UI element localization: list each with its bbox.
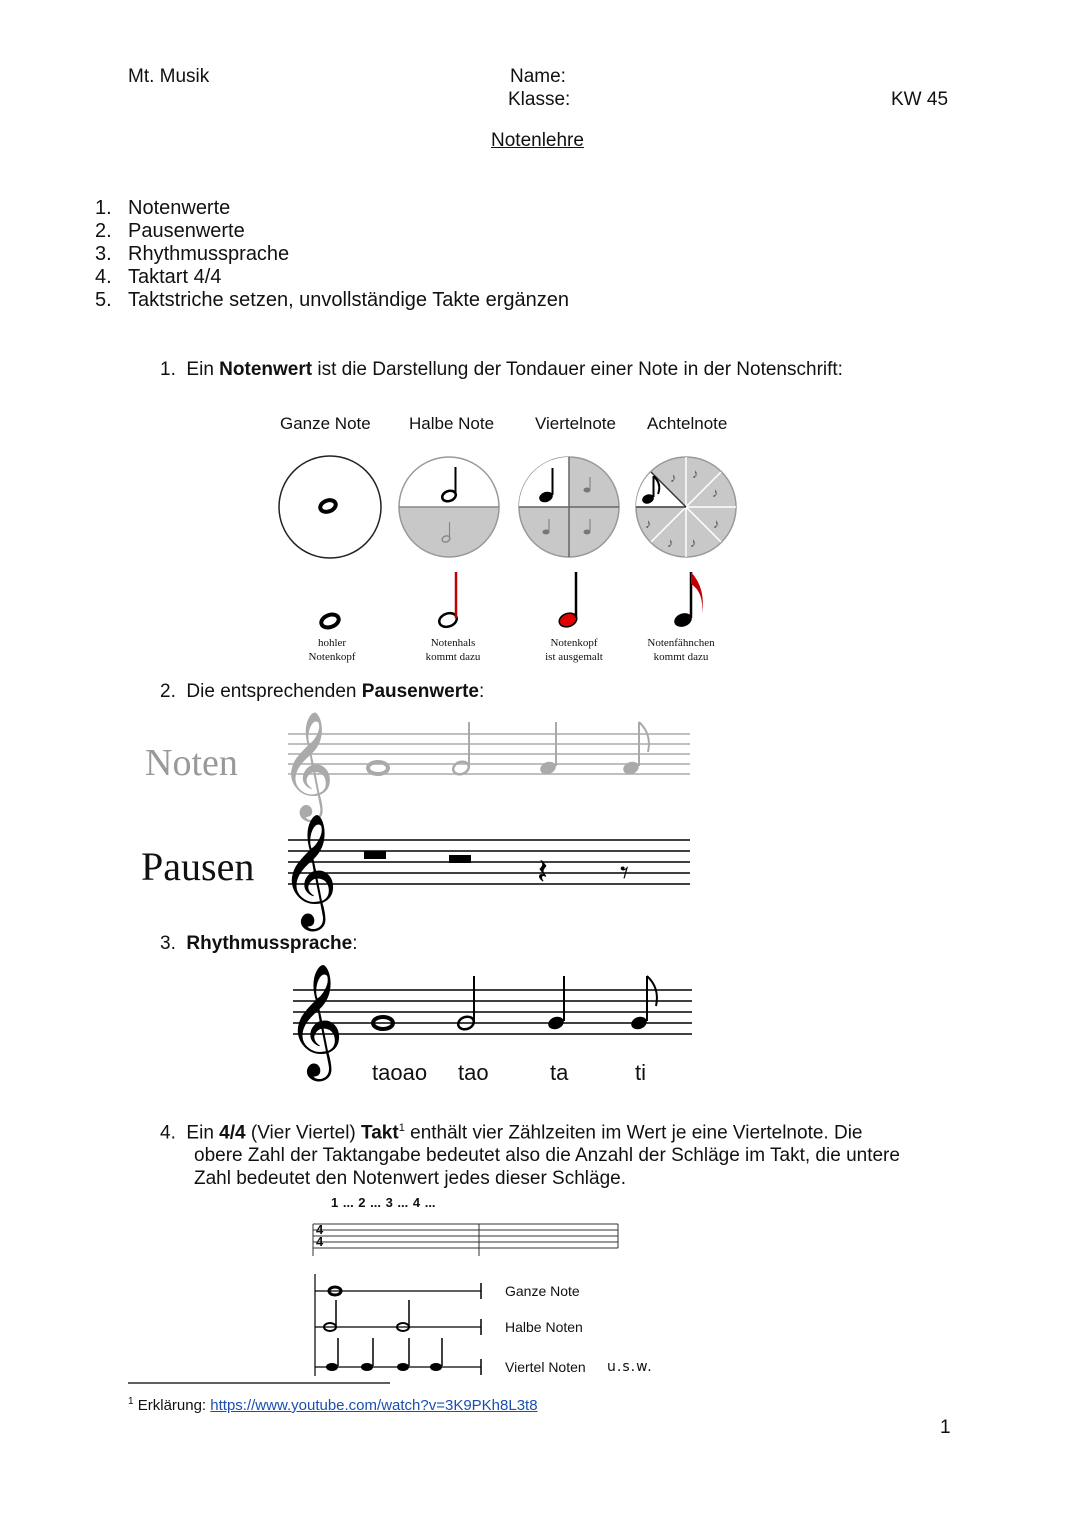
svg-text:♪: ♪	[713, 516, 720, 531]
time-signature: 4 4	[316, 1222, 324, 1249]
note-name-eighth: Achtelnote	[647, 414, 728, 433]
svg-text:𝄾: 𝄾	[620, 853, 630, 893]
caption-half: Notenhals kommt dazu	[425, 637, 481, 663]
svg-text:♪: ♪	[670, 470, 677, 485]
caption-eighth: Notenfähnchen kommt dazu	[647, 637, 715, 663]
note-name-quarter: Viertelnote	[535, 414, 616, 433]
caption-whole: hohler Notenkopf	[308, 637, 356, 663]
svg-text:𝄽: 𝄽	[537, 852, 549, 893]
footnote-link[interactable]: https://www.youtube.com/watch?v=3K9PKh8L3t8	[210, 1397, 538, 1414]
class-label: Klasse:	[508, 89, 571, 110]
note-name-whole: Ganze Note	[280, 414, 371, 433]
row-label-half: Halbe Noten	[505, 1319, 583, 1335]
page-number: 1	[940, 1417, 951, 1438]
name-label: Name:	[510, 66, 566, 87]
note-name-half: Halbe Note	[409, 414, 495, 433]
svg-text:𝄞: 𝄞	[280, 813, 338, 927]
rests-row-label: Pausen	[141, 844, 255, 889]
page-title: Notenlehre	[491, 130, 584, 151]
footnote: $^1$ Erklärung: https://www.youtube.com/watch?v=3K9PKh8L3t8	[128, 1396, 538, 1414]
list-item: 2. Pausenwerte	[95, 220, 245, 242]
svg-text:♪: ♪	[667, 535, 674, 550]
syllable-tao: tao	[458, 1060, 489, 1085]
section2-heading: 2. Die entsprechenden Pausenwerte:	[160, 681, 485, 702]
row-label-whole: Ganze Note	[505, 1283, 580, 1299]
svg-text:♪: ♪	[645, 516, 652, 531]
svg-text:𝄞: 𝄞	[280, 710, 335, 817]
week-label: KW 45	[891, 89, 949, 110]
svg-text:♪: ♪	[712, 485, 719, 500]
list-item: 4. Taktart 4/4	[95, 266, 222, 288]
svg-text:𝄞: 𝄞	[286, 963, 344, 1077]
svg-text:♪: ♪	[690, 535, 697, 550]
subject-label: Mt. Musik	[128, 66, 210, 87]
syllable-ti: ti	[635, 1060, 646, 1085]
caption-quarter: Notenkopf ist ausgemalt	[545, 637, 603, 663]
syllable-taoao: taoao	[372, 1060, 428, 1085]
svg-text:♪: ♪	[692, 466, 699, 481]
section1-heading: 1. Ein Notenwert ist die Darstellung der Tondauer einer Note in der Notenschrift:	[160, 359, 843, 380]
list-item: 5. Taktstriche setzen, unvollständige Takte ergänzen	[95, 289, 570, 311]
list-item: 1. Notenwerte	[95, 197, 231, 219]
list-item: 3. Rhythmussprache	[95, 243, 290, 265]
notes-row-label: Noten	[145, 742, 238, 784]
section3-heading: 3. Rhythmussprache:	[160, 933, 358, 954]
etc-label: u.s.w.	[607, 1359, 653, 1375]
section4-paragraph: 4. Ein 4/4 (Vier Viertel) Takt$^1$ enthält vier Zählzeiten im Wert je eine Viertelnote. Die obere Zahl der Taktangabe bedeutet also die Anzahl der Schläge im Takt, die untere Zahl bedeutet den Notenwert jedes dieser Schläge.	[160, 1122, 900, 1190]
beat-counts: 1 ... 2 ... 3 ... 4 ...	[331, 1195, 436, 1210]
syllable-ta: ta	[550, 1060, 569, 1085]
row-label-quarter: Viertel Noten	[505, 1359, 586, 1375]
